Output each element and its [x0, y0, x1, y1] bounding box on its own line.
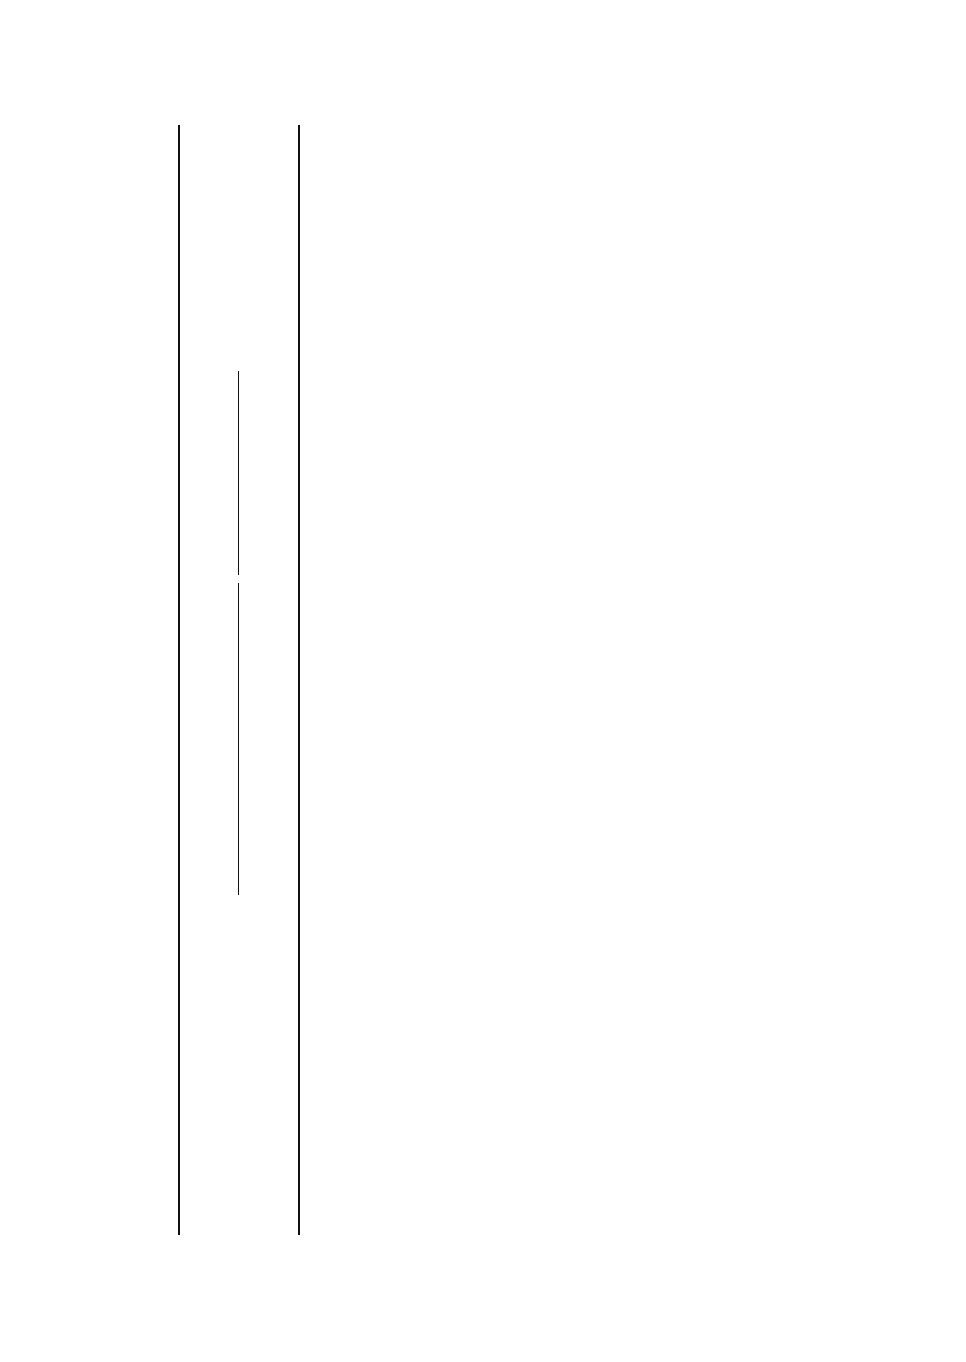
cpi-subrule [238, 583, 239, 895]
header-bottom-rule [298, 125, 300, 1235]
pct-subrule [238, 371, 239, 575]
top-rule [178, 125, 180, 1235]
rotated-table-page [70, 115, 920, 1305]
